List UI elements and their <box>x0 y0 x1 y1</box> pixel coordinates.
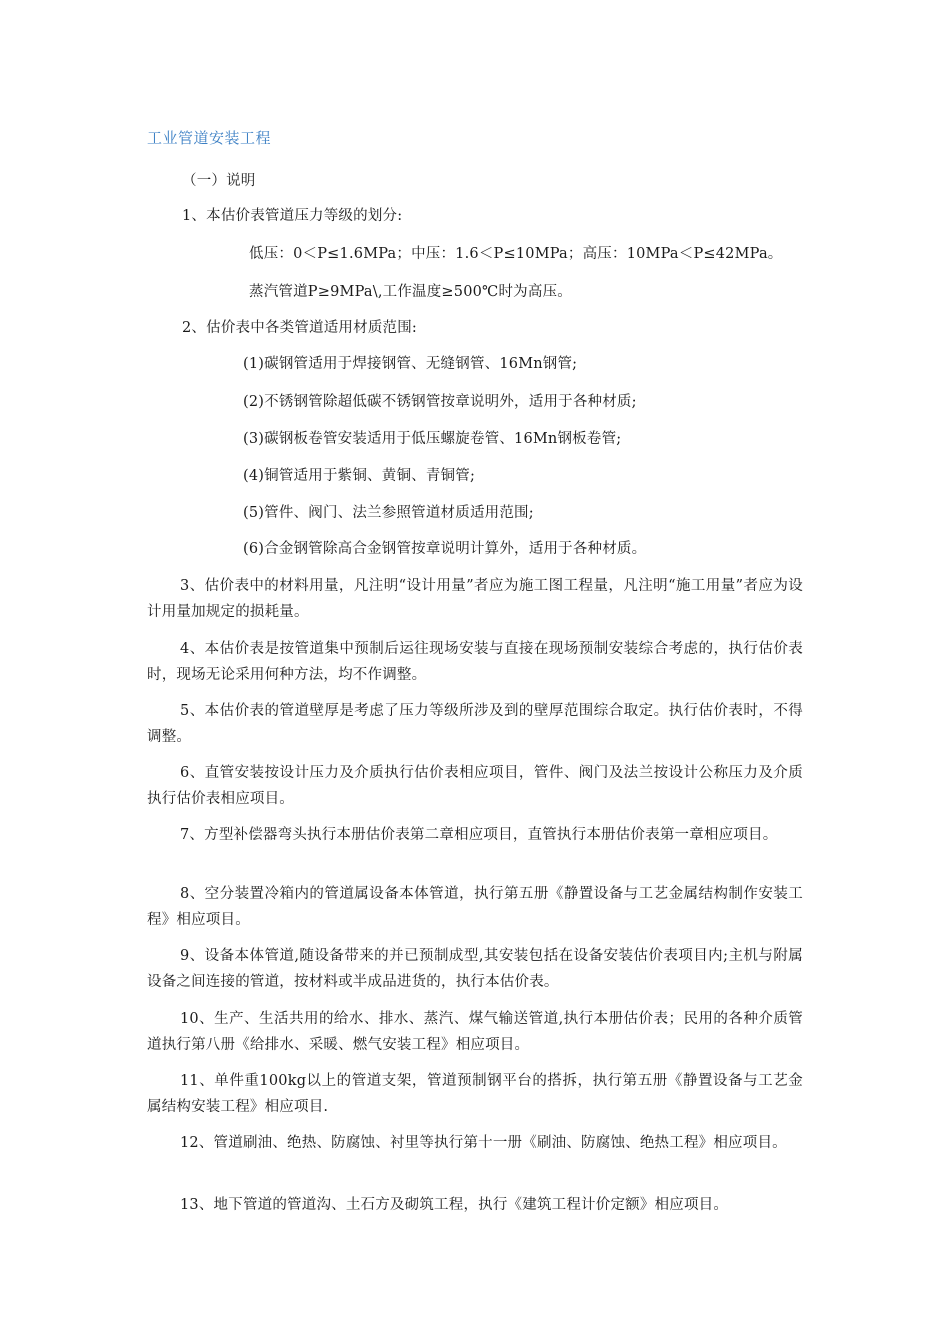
material-subitem-1: (1)碳钢管适用于焊接钢管、无缝钢管、16Mn钢管; <box>243 356 578 372</box>
paragraph-10: 10、生产、生活共用的给水、排水、蒸汽、煤气输送管道,执行本册估价表；民用的各种介质管道执行第八册《给排水、采暖、燃气安装工程》相应项目。 <box>147 1011 803 1053</box>
steam-note-text: 蒸汽管道P≥9MPa\,工作温度≥500℃时为高压。 <box>249 284 572 300</box>
material-subitem-6: (6)合金钢管除高合金钢管按章说明计算外，适用于各种材质。 <box>243 541 647 557</box>
paragraph-3: 3、估价表中的材料用量，凡注明“设计用量”者应为施工图工程量，凡注明“施工用量”者应为设计用量加规定的损耗量。 <box>147 578 803 620</box>
material-subitem-4: (4)铜管适用于紫铜、黄铜、青铜管; <box>243 468 476 484</box>
material-subitem-2: (2)不锈钢管除超低碳不锈钢管按章说明外，适用于各种材质; <box>243 394 637 410</box>
paragraph-11: 11、单件重100kg以上的管道支架，管道预制钢平台的搭拆，执行第五册《静置设备与工艺金属结构安装工程》相应项目. <box>147 1073 803 1115</box>
paragraph-5: 5、本估价表的管道壁厚是考虑了压力等级所涉及到的壁厚范围综合取定。执行估价表时，不得调整。 <box>147 703 803 745</box>
paragraph-9: 9、设备本体管道,随设备带来的并已预制成型,其安装包括在设备安装估价表项目内;主机与附属设备之间连接的管道，按材料或半成品进货的，执行本估价表。 <box>147 948 803 990</box>
paragraph-7: 7、方型补偿器弯头执行本册估价表第二章相应项目，直管执行本册估价表第一章相应项目。 <box>180 827 778 843</box>
paragraph-8: 8、空分装置冷箱内的管道属设备本体管道，执行第五册《静置设备与工艺金属结构制作安装工程》相应项目。 <box>147 886 803 928</box>
paragraph-13: 13、地下管道的管道沟、土石方及砌筑工程，执行《建筑工程计价定额》相应项目。 <box>180 1197 729 1213</box>
pressure-levels-text: 低压：0＜P≤1.6MPa；中压：1.6＜P≤10MPa；高压：10MPa＜P≤42MPa。 <box>249 246 783 262</box>
material-subitem-3: (3)碳钢板卷管安装适用于低压螺旋卷管、16Mn钢板卷管; <box>243 431 622 447</box>
paragraph-12: 12、管道刷油、绝热、防腐蚀、衬里等执行第十一册《刷油、防腐蚀、绝热工程》相应项目。 <box>180 1135 787 1151</box>
paragraph-4: 4、本估价表是按管道集中预制后运往现场安装与直接在现场预制安装综合考虑的，执行估价表时，现场无论采用何种方法，均不作调整。 <box>147 641 803 683</box>
item-1-text: 1、本估价表管道压力等级的划分: <box>182 208 403 224</box>
paragraph-6: 6、直管安装按设计压力及介质执行估价表相应项目，管件、阀门及法兰按设计公称压力及介质执行估价表相应项目。 <box>147 765 803 807</box>
document-title: 工业管道安装工程 <box>147 129 272 147</box>
material-subitem-5: (5)管件、阀门、法兰参照管道材质适用范围; <box>243 505 534 521</box>
item-2-text: 2、估价表中各类管道适用材质范围: <box>182 320 418 336</box>
section-heading: （一）说明 <box>182 173 256 189</box>
